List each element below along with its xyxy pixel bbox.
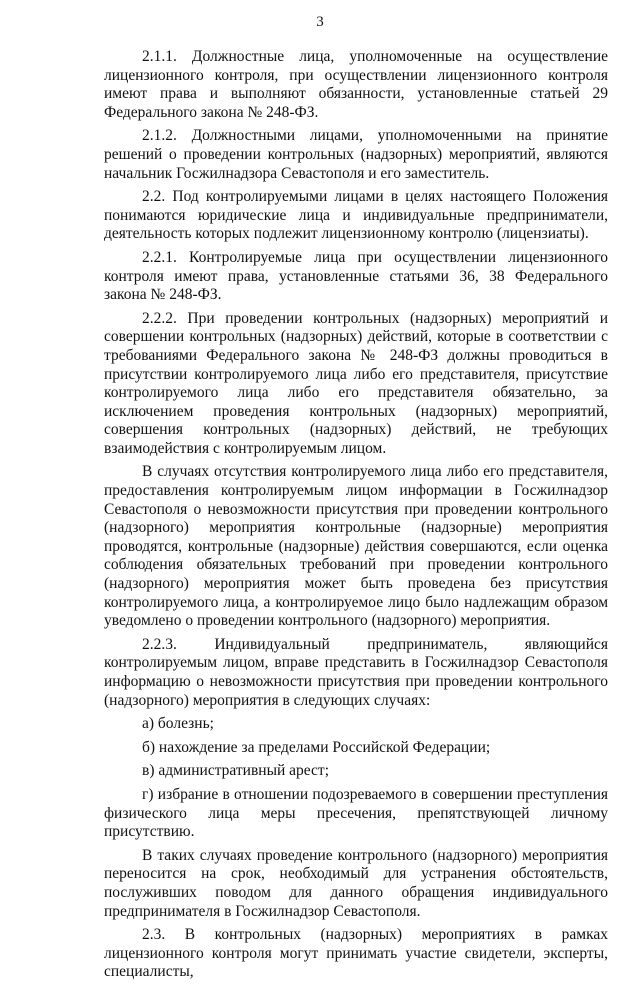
list-item-a: а) болезнь;	[142, 715, 214, 733]
paragraph-absence-cases: В случаях отсутствия контролируемого лица либо его представителя, предоставления контролируемым лицом информации в Госжилнадзор Севастополя о невозможности присутствия при проведении контрольного (надзорного) мероприятия контрольные (надзорные) мероприятия проводятся, контрольные (надзорные) действия совершаются, если оценка соблюдения обязательных требований при проведении контрольного (надзорного) мероприятия может быть проведена без присутствия контролируемого лица, а контролируемое лицо было надлежащим образом уведомлено о проведении контрольного (надзорного) мероприятия.	[104, 463, 608, 630]
paragraph-2-2-3: 2.2.3. Индивидуальный предприниматель, являющийся контролируемым лицом, вправе представить в Госжилнадзор Севастополя информацию о невозможности присутствия при проведении контрольного (надзорного) мероприятия в следующих случаях:	[104, 635, 608, 709]
page-number: 3	[316, 14, 324, 30]
list-item-g: г) избрание в отношении подозреваемого в совершении преступления физического лица меры пресечения, препятствующей личному присутствию.	[104, 785, 608, 841]
paragraph-2-3: 2.3. В контрольных (надзорных) мероприятиях в рамках лицензионного контроля могут принимать участие свидетели, эксперты, специалисты,	[104, 926, 608, 981]
paragraph-2-2-1: 2.2.1. Контролируемые лица при осуществлении лицензионного контроля имеют права, установленные статьями 36, 38 Федерального закона № 248-ФЗ.	[104, 248, 608, 304]
paragraph-2-2-2: 2.2.2. При проведении контрольных (надзорных) мероприятий и совершении контрольных (надзорных) действий, которые в соответствии с требованиями Федерального закона № 248-ФЗ должны проводиться в присутствии контролируемого лица либо его представителя, присутствие контролируемого лица либо его представителя обязательно, за исключением проведения контрольных (надзорных) мероприятий, совершения контрольных (надзорных) действий, не требующих взаимодействия с контролируемым лицом.	[104, 309, 608, 457]
list-item-b: б) нахождение за пределами Российской Федерации;	[142, 738, 491, 756]
paragraph-2-1-1: 2.1.1. Должностные лица, уполномоченные на осуществление лицензионного контроля, при осуществлении лицензионного контроля имеют права и выполняют обязанности, установленные статьей 29 Федерального закона № 248-ФЗ.	[104, 48, 608, 121]
paragraph-2-2: 2.2. Под контролируемыми лицами в целях настоящего Положения понимаются юридические лица и индивидуальные предприниматели, деятельность которых подлежит лицензионному контролю (лицензиаты).	[104, 188, 608, 243]
list-item-v: в) административный арест;	[142, 762, 330, 780]
paragraph-2-1-2: 2.1.2. Должностными лицами, уполномоченными на принятие решений о проведении контрольных (надзорных) мероприятий, являются начальник Госжилнадзора Севастополя и его заместитель.	[104, 127, 608, 182]
paragraph-postponement: В таких случаях проведение контрольного (надзорного) мероприятия переносится на срок, необходимый для устранения обстоятельств, послуживших поводом для данного обращения индивидуального предпринимателя в Госжилнадзор Севастополя.	[104, 846, 608, 920]
document-body	[104, 48, 608, 987]
